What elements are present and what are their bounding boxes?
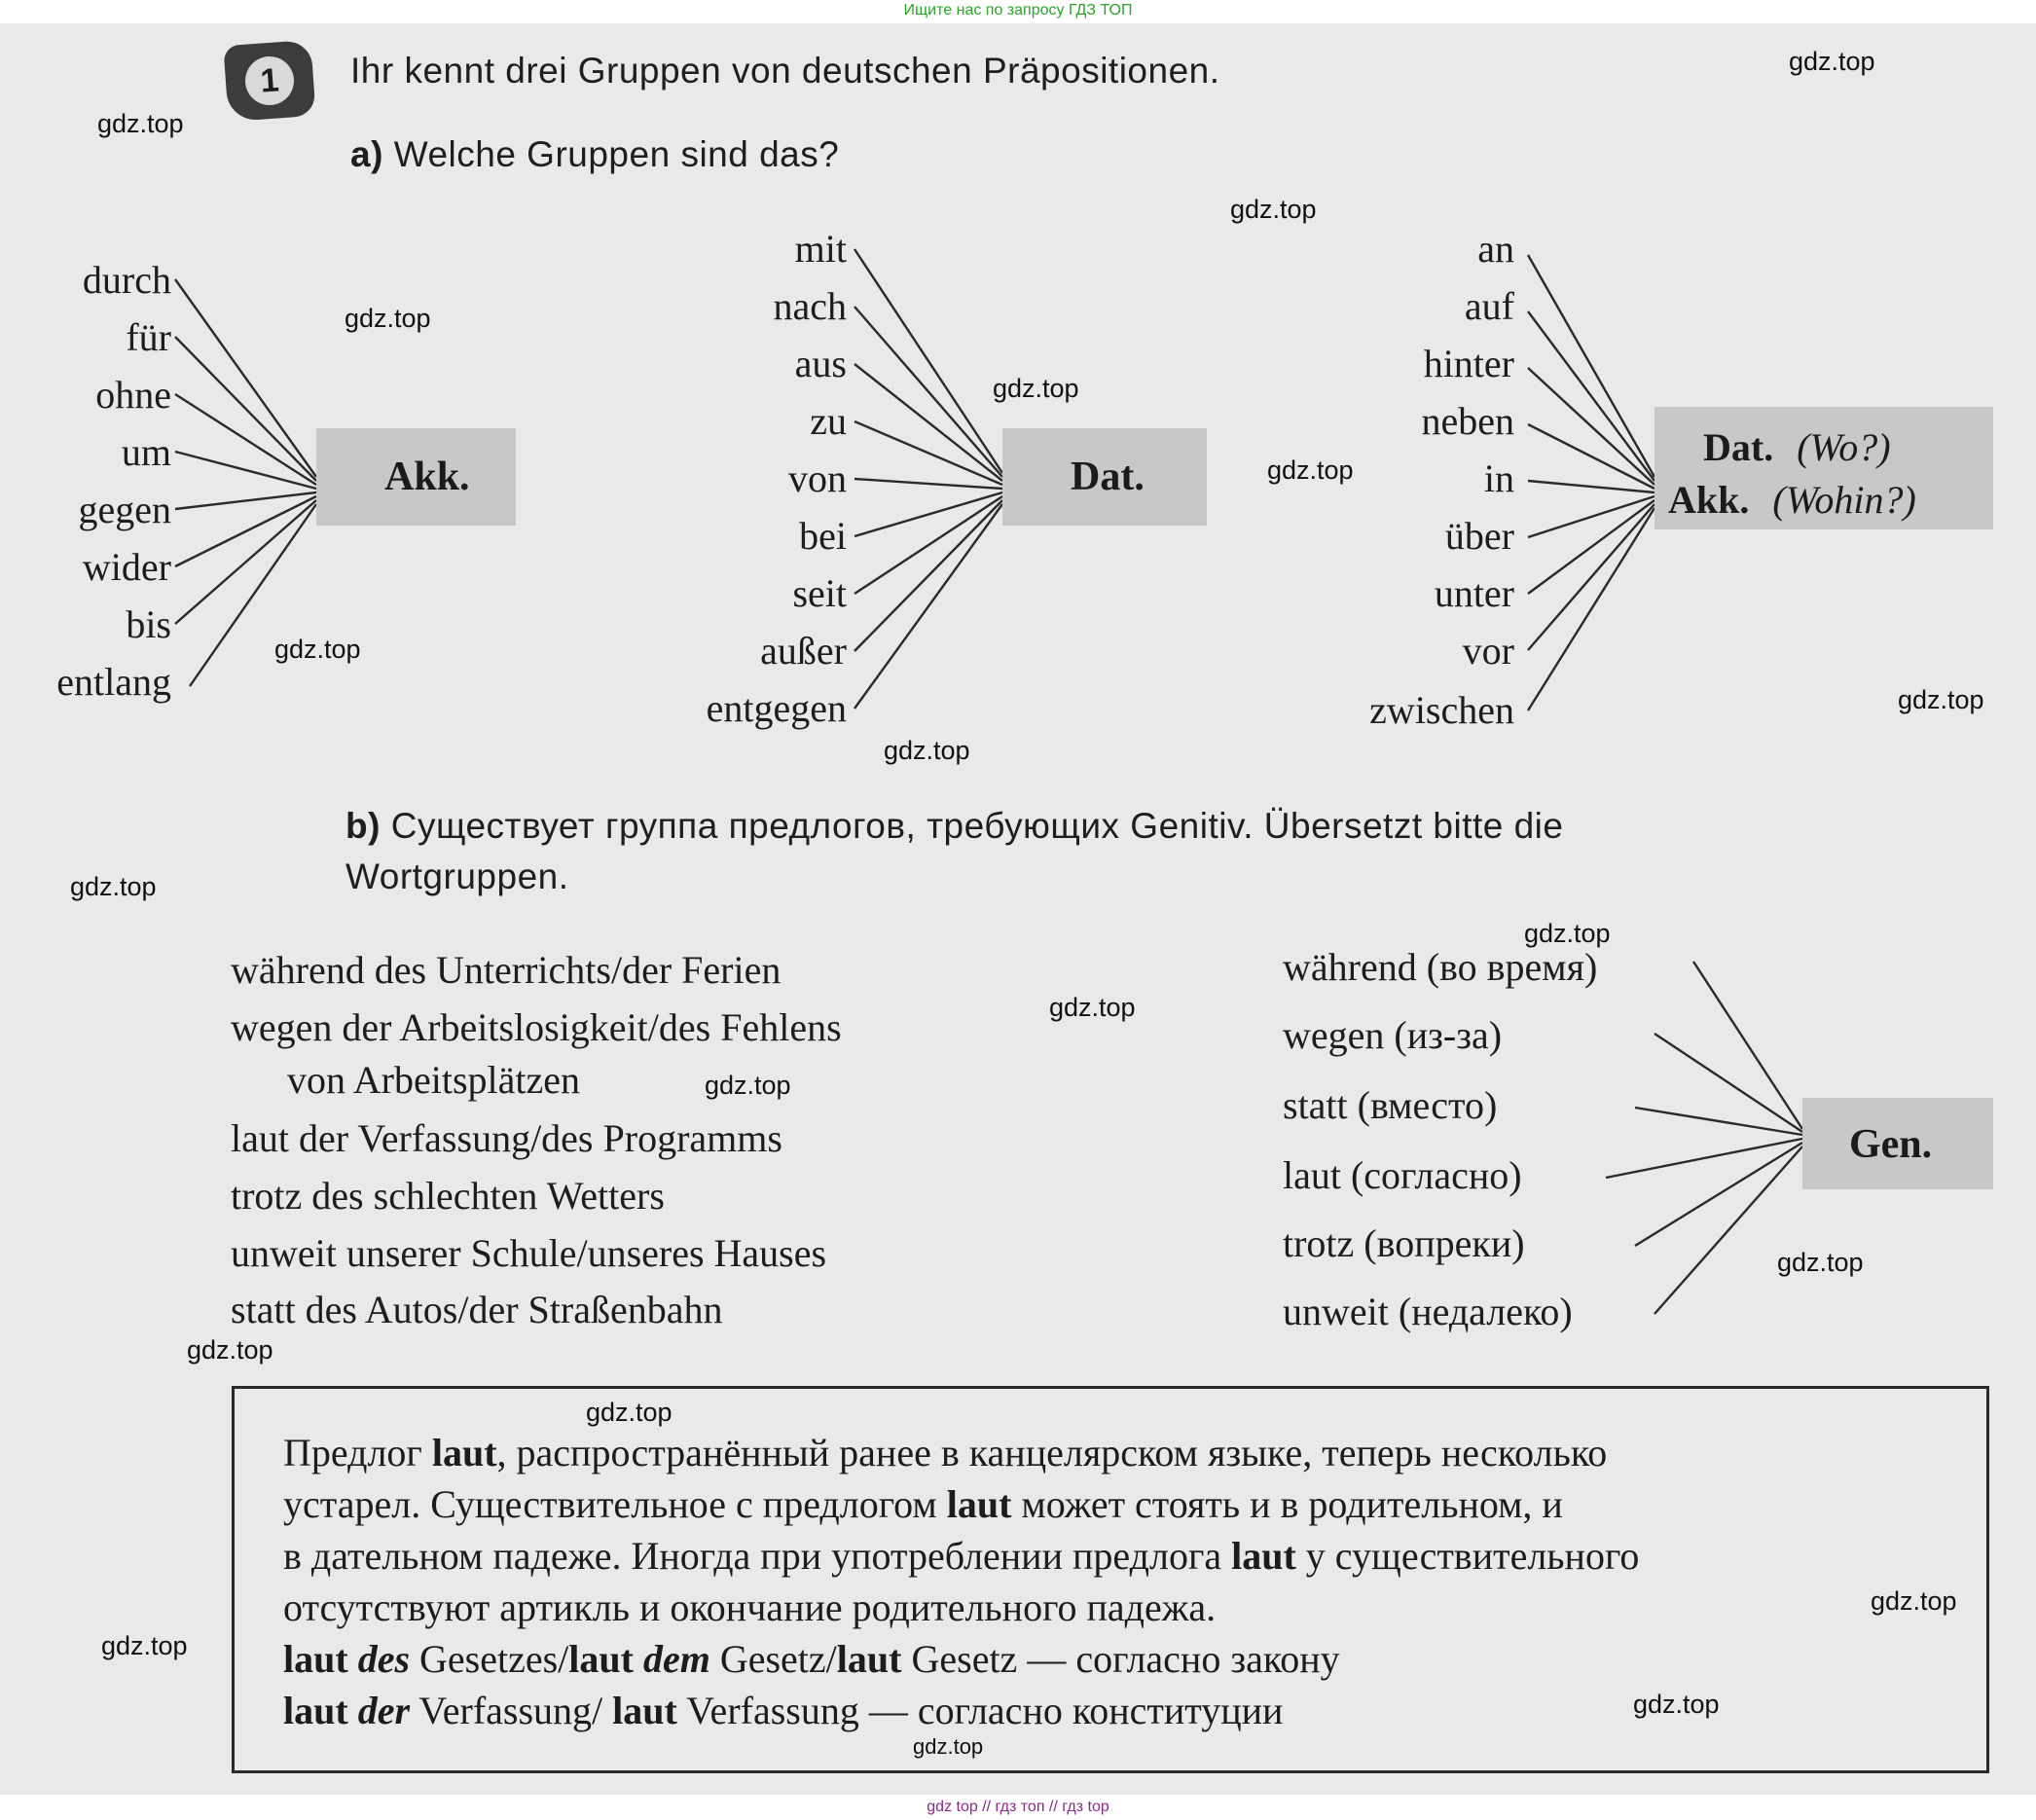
note-text: Verfassung — согласно конституции (676, 1689, 1284, 1732)
watermark: gdz.top (70, 872, 157, 901)
watermark: gdz.top (187, 1335, 273, 1365)
watermark: gdz.top (1777, 1248, 1864, 1277)
watermark: gdz.top (345, 304, 431, 333)
dat-box (1002, 428, 1207, 526)
dat-item: aus (794, 342, 847, 385)
grammar-note-box (232, 1386, 1989, 1773)
watermark: gdz.top (705, 1071, 791, 1100)
dat-item: mit (794, 227, 847, 271)
note-line-3 (283, 1533, 1639, 1579)
akk-item: entlang (56, 660, 171, 704)
wechsel-item: in (1483, 456, 1514, 500)
dat-wo-label: Dat. (1703, 425, 1774, 469)
note-text: устарел. Существительное с предлогом (283, 1482, 947, 1526)
task-b (345, 806, 1563, 847)
akk-item: für (126, 315, 171, 359)
gen-label: Gen. (1849, 1122, 1933, 1167)
note-line-4: отсутствуют артикль и окончание родительного падежа. (283, 1585, 1217, 1629)
note-example-1 (283, 1636, 1340, 1682)
wechsel-item: unter (1434, 571, 1514, 615)
akk-box (316, 428, 516, 526)
dat-akk-box (1654, 407, 1993, 529)
watermark: gdz.top (913, 1734, 984, 1759)
akk-item: wider (82, 545, 171, 589)
watermark: gdz.top (1871, 1586, 1957, 1616)
dat-item: seit (792, 571, 847, 615)
wechsel-item: über (1444, 514, 1514, 558)
note-bold: laut (431, 1431, 497, 1474)
gen-item: unweit (недалеко) (1283, 1290, 1573, 1333)
exercise-number: 1 (243, 55, 295, 106)
watermark: gdz.top (884, 736, 970, 765)
note-bold: laut (612, 1689, 677, 1732)
phrase-item: von Arbeitsplätzen (287, 1058, 581, 1102)
watermark: gdz.top (1049, 993, 1136, 1022)
dat-item: nach (773, 284, 847, 328)
task-b-text-line2: Wortgruppen. (345, 856, 569, 896)
note-bold: laut (836, 1637, 902, 1681)
dat-item: entgegen (706, 686, 847, 730)
phrase-item: statt des Autos/der Straßenbahn (231, 1288, 723, 1331)
phrase-item: trotz des schlechten Wetters (231, 1174, 665, 1218)
wechsel-item: auf (1464, 284, 1514, 328)
note-bold: laut (283, 1637, 348, 1681)
phrase-item: während des Unterrichts/der Ferien (231, 948, 782, 992)
note-bold: laut (1231, 1534, 1296, 1578)
akk-label: Akk. (384, 455, 470, 499)
note-text: Verfassung/ (410, 1689, 613, 1732)
gen-box (1802, 1098, 1993, 1189)
akk-wohin-line (1668, 477, 1916, 523)
watermark: gdz.top (101, 1631, 188, 1660)
wechsel-item: hinter (1423, 342, 1514, 385)
note-line-1 (283, 1430, 1607, 1475)
bottom-banner: gdz top // гдз топ // гдз top (927, 1799, 1109, 1815)
wohin-question: (Wohin?) (1772, 478, 1916, 522)
wechsel-item: an (1477, 227, 1514, 271)
akk-item: um (121, 430, 171, 474)
task-b-label: b) (345, 806, 381, 846)
watermark: gdz.top (1789, 47, 1875, 76)
akk-item: ohne (95, 373, 171, 417)
akk-item: bis (126, 602, 171, 646)
note-text: в дательном падеже. Иногда при употреблении предлога (283, 1534, 1232, 1578)
dat-item: zu (810, 399, 847, 443)
dat-item: außer (760, 629, 847, 673)
gen-item: laut (согласно) (1283, 1153, 1522, 1197)
akk-item: gegen (78, 488, 171, 531)
exercise-title: Ihr kennt drei Gruppen von deutschen Präpositionen. (350, 51, 1220, 91)
note-article: der (357, 1689, 411, 1732)
note-bold: laut (568, 1637, 634, 1681)
phrase-item: laut der Verfassung/des Programms (231, 1116, 782, 1160)
note-text: Gesetz — согласно закону (901, 1637, 1340, 1681)
task-a-text: Welche Gruppen sind das? (393, 134, 840, 174)
task-a-label: a) (350, 134, 383, 174)
watermark: gdz.top (97, 109, 184, 138)
akk-wohin-label: Akk. (1668, 478, 1750, 522)
watermark: gdz.top (274, 635, 361, 664)
dat-item: von (788, 456, 847, 500)
phrase-item: unweit unserer Schule/unseres Hauses (231, 1231, 827, 1275)
top-banner: Ищите нас по запросу ГДЗ ТОП (903, 2, 1133, 18)
note-text: Предлог (283, 1431, 432, 1474)
task-b-text: Существует группа предлогов, требующих Genitiv. Übersetzt bitte die (390, 806, 1564, 846)
note-text: Gesetz/ (709, 1637, 837, 1681)
dat-label: Dat. (1071, 455, 1145, 499)
watermark: gdz.top (1633, 1690, 1720, 1719)
wechsel-item: zwischen (1369, 688, 1514, 732)
gen-item: trotz (вопреки) (1283, 1221, 1525, 1265)
note-text: может стоять и в родительном, и (1011, 1482, 1563, 1526)
watermark: gdz.top (1230, 195, 1317, 224)
watermark: gdz.top (1524, 919, 1611, 948)
note-line-2 (283, 1481, 1563, 1527)
gen-item: wegen (из-за) (1283, 1013, 1503, 1057)
akk-item: durch (82, 258, 171, 302)
dat-wo-line (1703, 424, 1891, 470)
task-a (350, 134, 839, 175)
note-example-2 (283, 1688, 1283, 1733)
note-text: у существительного (1295, 1534, 1640, 1578)
gen-item: statt (вместо) (1283, 1083, 1498, 1127)
note-bold: laut (946, 1482, 1012, 1526)
note-text: Gesetzes/ (410, 1637, 569, 1681)
note-article: dem (642, 1637, 710, 1681)
wechsel-item: neben (1421, 399, 1514, 443)
wechsel-item: vor (1462, 629, 1514, 673)
gen-item: während (во время) (1283, 945, 1598, 989)
note-text: , распространённый ранее в канцелярском языке, теперь несколько (496, 1431, 1608, 1474)
watermark: gdz.top (1267, 455, 1354, 485)
watermark: gdz.top (586, 1398, 673, 1427)
watermark: gdz.top (993, 374, 1079, 403)
phrase-item: wegen der Arbeitslosigkeit/des Fehlens (231, 1005, 842, 1049)
watermark: gdz.top (1898, 685, 1984, 714)
note-bold: laut (283, 1689, 348, 1732)
dat-item: bei (799, 514, 847, 558)
wo-question: (Wo?) (1797, 425, 1891, 469)
exercise-number-badge (223, 40, 315, 122)
note-article: des (357, 1637, 411, 1681)
